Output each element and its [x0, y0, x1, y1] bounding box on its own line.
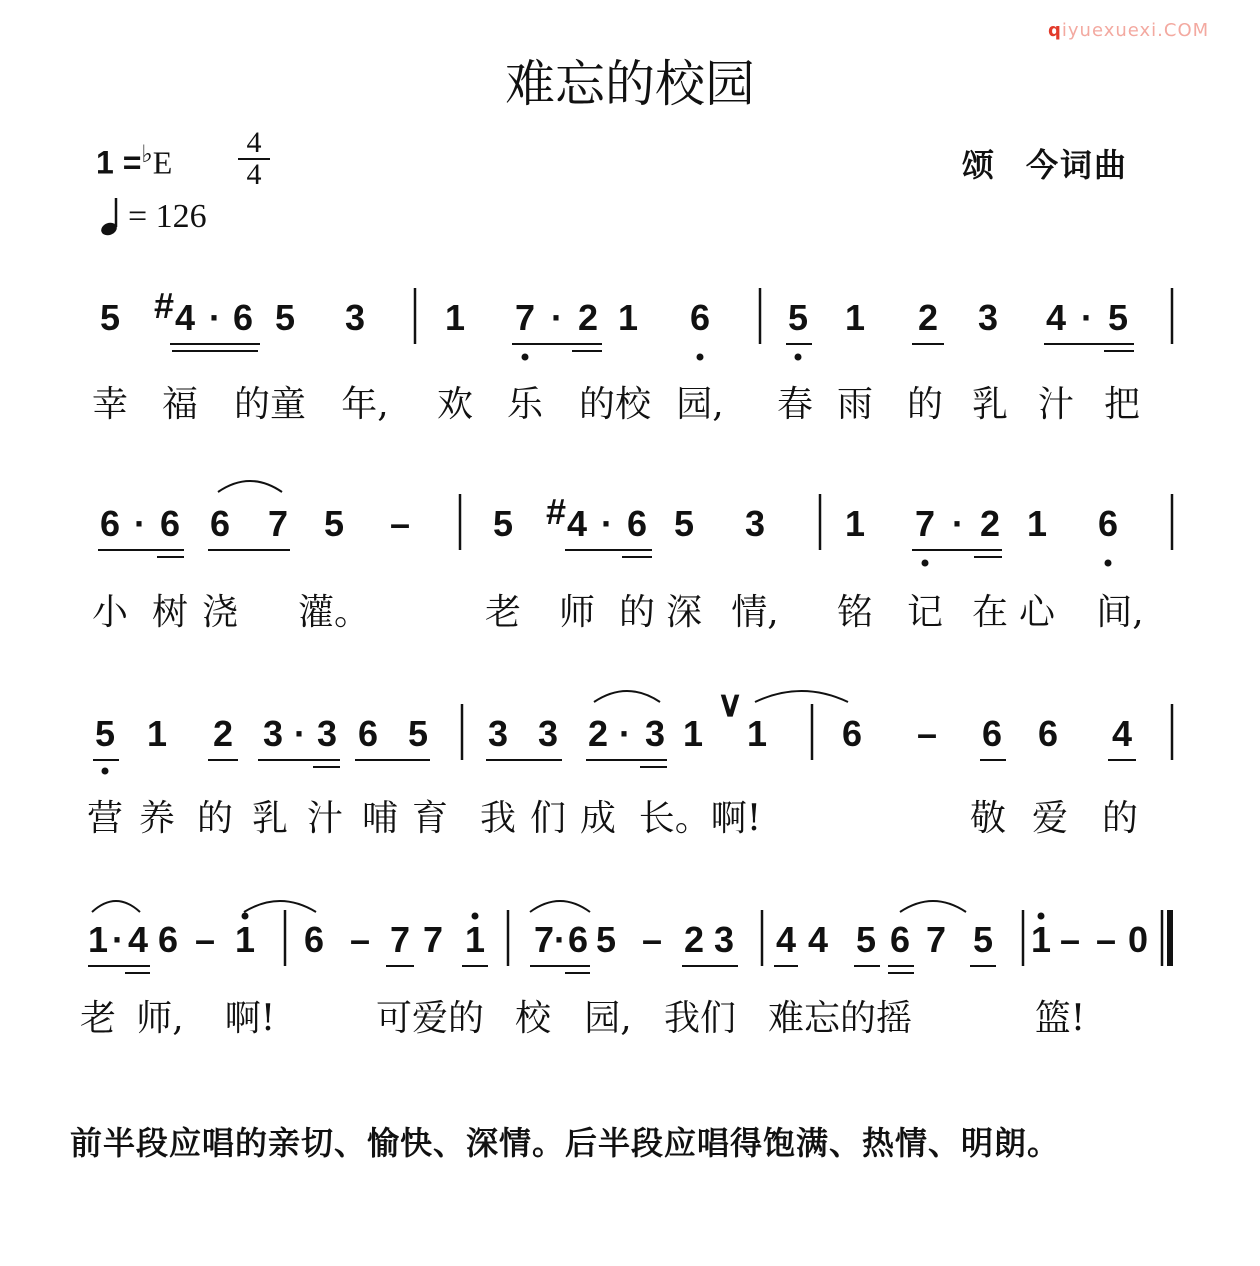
note: 7: [914, 503, 936, 544]
lyric: 校: [514, 998, 552, 1039]
key-note: E: [152, 144, 173, 181]
tie-slur: [92, 901, 140, 912]
note: 6: [1037, 713, 1059, 754]
note: 5: [99, 297, 121, 338]
note: 5: [1107, 297, 1129, 338]
author-name-1: 颂: [962, 146, 997, 184]
tie-slur: [530, 901, 590, 912]
lyric: 长。啊!: [638, 798, 762, 839]
lyric: 园,: [676, 384, 724, 425]
note: 6: [159, 503, 181, 544]
author-name-2: 今: [1026, 146, 1061, 184]
dot-marker: ·: [209, 297, 221, 338]
lyric: 雨: [836, 384, 874, 425]
note: 1: [87, 919, 109, 960]
meter-top: 4: [246, 126, 262, 159]
note: 1: [682, 713, 704, 754]
score-system-4: [80, 919, 1148, 1039]
note: 2: [587, 713, 609, 754]
lyric: 老: [484, 592, 522, 633]
note: 5: [787, 297, 809, 338]
note: 6: [209, 503, 231, 544]
note: 6: [567, 919, 589, 960]
note: 1: [234, 919, 256, 960]
note: 1: [746, 713, 768, 754]
lyric: 情,: [731, 592, 779, 633]
sharp-sign: #: [545, 491, 567, 532]
dot-marker: ·: [601, 503, 613, 544]
octave-dot: [1105, 560, 1112, 567]
note: 4: [127, 919, 149, 960]
song-title: 难忘的校园: [505, 55, 755, 113]
watermark-logo-q: q: [1048, 20, 1062, 41]
tie-slur: [218, 481, 282, 492]
lyric: 的: [196, 798, 234, 839]
note: 3: [316, 713, 338, 754]
tempo-value: = 126: [128, 198, 207, 235]
note: 6: [1097, 503, 1119, 544]
note: 6: [99, 503, 121, 544]
note: 4: [775, 919, 797, 960]
meter-bottom: 4: [246, 158, 262, 191]
octave-dot: [1038, 913, 1045, 920]
note: 7: [533, 919, 555, 960]
octave-dot: [922, 560, 929, 567]
note: –: [349, 919, 371, 960]
lyric: 营: [86, 798, 124, 839]
lyric: 的校: [578, 384, 652, 425]
lyric: 铭: [836, 592, 874, 633]
dot-marker: ·: [1081, 297, 1093, 338]
note: 2: [577, 297, 599, 338]
note: 6: [232, 297, 254, 338]
lyric: 我: [479, 798, 517, 839]
dot-marker: ·: [619, 713, 631, 754]
breath-mark: ∨: [716, 683, 744, 724]
note: 1: [146, 713, 168, 754]
score-system-2: [92, 491, 1144, 633]
lyric: 汁: [306, 798, 344, 839]
lyric: 园,: [584, 998, 632, 1039]
lyric: 深: [665, 592, 703, 633]
note: 3: [262, 713, 284, 754]
lyric: 的: [906, 384, 944, 425]
octave-dot: [795, 354, 802, 361]
note: –: [641, 919, 663, 960]
note: 5: [323, 503, 345, 544]
note: 3: [537, 713, 559, 754]
note: 1: [844, 503, 866, 544]
note: 6: [889, 919, 911, 960]
octave-dot: [102, 768, 109, 775]
note: 1: [1026, 503, 1048, 544]
lyric: 浇: [201, 592, 239, 633]
lyric: 可爱的: [375, 998, 485, 1039]
lyric: 的童: [233, 384, 307, 425]
sharp-sign: #: [153, 285, 175, 326]
lyric: 灌。: [297, 592, 371, 633]
note: 5: [673, 503, 695, 544]
note: 4: [566, 503, 588, 544]
credit-role: 词曲: [1060, 146, 1129, 184]
flat-sign: ♭: [141, 141, 153, 168]
lyric: 心: [1018, 592, 1056, 633]
lyric: 乳: [251, 798, 289, 839]
lyric: 汁: [1037, 384, 1075, 425]
lyric: 春: [776, 384, 814, 425]
lyric: 记: [906, 592, 944, 633]
octave-dot: [472, 913, 479, 920]
lyric: 树: [151, 592, 189, 633]
note: 2: [212, 713, 234, 754]
note: 6: [841, 713, 863, 754]
note: 1: [617, 297, 639, 338]
note: –: [916, 713, 938, 754]
note: 3: [487, 713, 509, 754]
note: 4: [1111, 713, 1133, 754]
lyric: 把: [1103, 384, 1141, 425]
performance-notes: 前半段应唱的亲切、愉快、深情。后半段应唱得饱满、热情、明朗。: [70, 1124, 1061, 1162]
lyric: 育: [411, 798, 449, 839]
lyric: 欢: [436, 384, 474, 425]
lyric: 成: [579, 798, 617, 839]
note: 6: [981, 713, 1003, 754]
note: 1: [1030, 919, 1052, 960]
lyric: 小: [91, 592, 129, 633]
lyric: 哺: [361, 798, 399, 839]
lyric: 幸: [91, 384, 129, 425]
note: 5: [407, 713, 429, 754]
lyric: 篮!: [1034, 998, 1086, 1039]
note: 6: [689, 297, 711, 338]
note: 1: [444, 297, 466, 338]
lyric: 的: [618, 592, 656, 633]
note: 6: [303, 919, 325, 960]
note: 7: [389, 919, 411, 960]
note: 3: [744, 503, 766, 544]
note: 3: [713, 919, 735, 960]
dot-marker: ·: [551, 297, 563, 338]
lyric: 乐: [506, 384, 544, 425]
note: 7: [925, 919, 947, 960]
lyric: 师,: [136, 998, 184, 1039]
note: 5: [94, 713, 116, 754]
note: 6: [157, 919, 179, 960]
dot-marker: ·: [952, 503, 964, 544]
note: 3: [344, 297, 366, 338]
octave-dot: [697, 354, 704, 361]
note: 5: [855, 919, 877, 960]
note: –: [1059, 919, 1081, 960]
lyric: 难忘的摇: [767, 998, 913, 1039]
lyric: 我们: [663, 998, 737, 1039]
note: 2: [917, 297, 939, 338]
tie-slur: [900, 901, 966, 912]
note: –: [1095, 919, 1117, 960]
note: 3: [644, 713, 666, 754]
note: 3: [977, 297, 999, 338]
lyric: 师: [558, 592, 596, 633]
tie-slur: [594, 691, 660, 702]
lyric: 间,: [1096, 592, 1144, 633]
key-prefix: 1 =: [96, 144, 142, 181]
lyric: 的: [1101, 798, 1139, 839]
note: 5: [595, 919, 617, 960]
lyric: 啊!: [224, 998, 276, 1039]
note: 1: [464, 919, 486, 960]
note: –: [194, 919, 216, 960]
note: 4: [174, 297, 196, 338]
note: 7: [267, 503, 289, 544]
note: 6: [626, 503, 648, 544]
note: 2: [979, 503, 1001, 544]
note: 5: [274, 297, 296, 338]
octave-dot: [522, 354, 529, 361]
dot-marker: ·: [134, 503, 146, 544]
note: 2: [683, 919, 705, 960]
dot-marker: ·: [554, 919, 566, 960]
note: 1: [844, 297, 866, 338]
tie-slur: [244, 901, 316, 912]
note: 4: [807, 919, 829, 960]
note: 4: [1045, 297, 1067, 338]
note: 5: [492, 503, 514, 544]
lyric: 敬: [969, 798, 1007, 839]
dot-marker: ·: [112, 919, 124, 960]
note: 0: [1127, 919, 1149, 960]
lyric: 乳: [971, 384, 1009, 425]
lyric: 老: [79, 998, 117, 1039]
lyric: 爱: [1031, 798, 1069, 839]
note: 5: [972, 919, 994, 960]
note: 7: [422, 919, 444, 960]
octave-dot: [242, 913, 249, 920]
dot-marker: ·: [294, 713, 306, 754]
note: –: [389, 503, 411, 544]
lyric: 在: [971, 592, 1009, 633]
tie-slur: [755, 691, 848, 702]
lyric: 养: [138, 798, 176, 839]
note: 7: [514, 297, 536, 338]
lyric: 年,: [341, 384, 389, 425]
note: 6: [357, 713, 379, 754]
lyric: 们: [529, 798, 567, 839]
watermark-text: iyuexuexi.COM: [1061, 20, 1210, 41]
score-system-1: [92, 285, 1140, 425]
lyric: 福: [161, 384, 199, 425]
